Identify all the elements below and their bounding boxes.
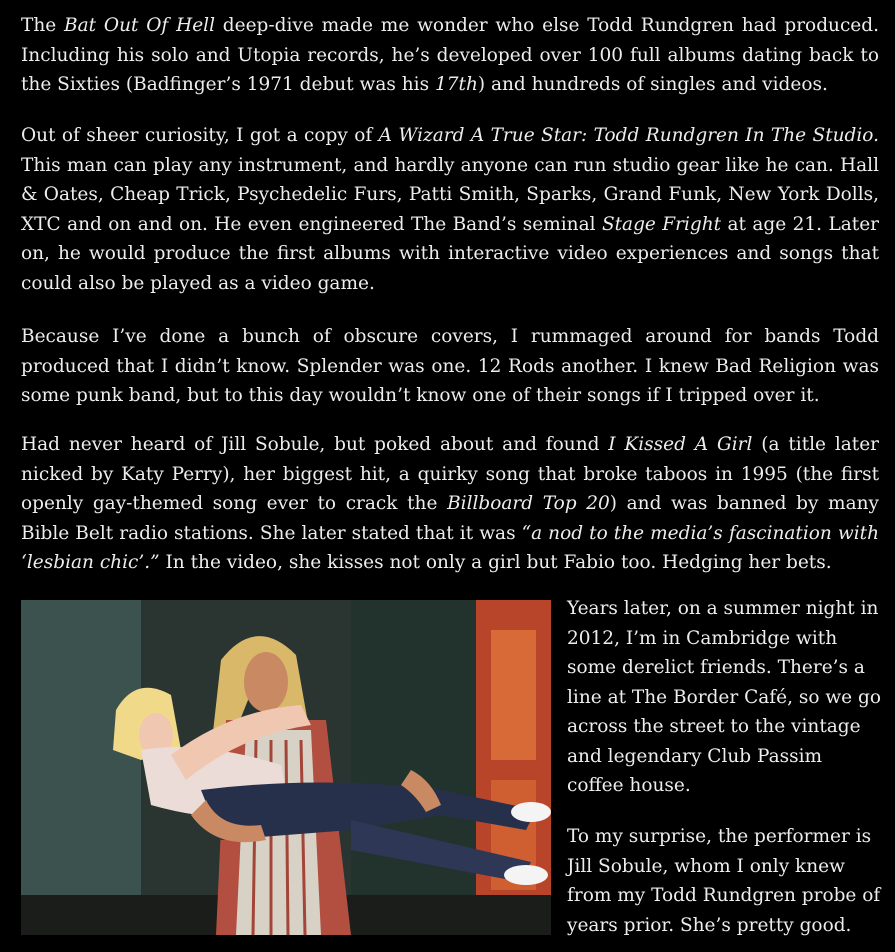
- paragraph-surprise-performer: To my surprise, the performer is Jill Sobule, whom I only knew from my Todd Rundgren probe of years prior. She’s pretty good.: [567, 826, 881, 936]
- paragraph-bat-out-of-hell: The Bat Out Of Hell deep-dive made me wonder who else Todd Rundgren had produced. Including his solo and Utopia records, he’s developed over 100 full albums dating back to the Sixties (Badfinger’s 1971 debut was his 17th) and hundreds of singles and videos.: [21, 15, 879, 95]
- title-wizard-true-star: A Wizard A True Star: Todd Rundgren In The Studio.: [378, 125, 879, 146]
- title-stage-fright: Stage Fright: [601, 213, 722, 235]
- quote-lesbian-chic: “a nod to the media’s fascination with ‘lesbian chic’.”: [21, 522, 880, 573]
- title-i-kissed-a-girl: I Kissed A Girl: [608, 434, 753, 455]
- title-billboard-top-20: Billboard Top 20: [447, 493, 610, 514]
- paragraph-obscure-covers: Because I’ve done a bunch of obscure covers, I rummaged around for bands Todd produced that I didn’t know. Splender was one. 12 Rods another. I knew Bad Religion was some punk band, but to this day wouldn’t know one of their songs if I tripped over it.: [21, 326, 879, 406]
- paragraph-jill-sobule: Had never heard of Jill Sobule, but poked about and found I Kissed A Girl (a title later nicked by Katy Perry), her biggest hit, a quirky song that broke taboos in 1995 (the first openly gay-themed song ever to crack the Billboard Top 20) and was banned by many Bible Belt radio stations. She later stated that it was “a nod to the media’s fascination with ‘lesbian chic’.” In the video, she kisses not only a girl but Fabio too. Hedging her bets.: [21, 434, 880, 573]
- paragraph-wizard-book: Out of sheer curiosity, I got a copy of A Wizard A True Star: Todd Rundgren In The Studio. This man can play any instrument, and hardly anyone can run studio gear like he can. Hall & Oates, Cheap Trick, Psychedelic Furs, Patti Smith, Sparks, Grand Funk, New York Dolls, XTC and on and on. He even engineered The Band’s seminal Stage Fright at age 21. Later on, he would produce the first albums with interactive video experiences and songs that could also be played as a video game.: [21, 125, 879, 294]
- paragraph-cambridge-night: Years later, on a summer night in 2012, I’m in Cambridge with some derelict friends. There’s a line at The Border Café, so we go across the street to the vintage and legendary Club Passim coffee house.: [567, 598, 881, 796]
- ordinal-17th: 17th: [434, 74, 478, 95]
- title-bat-out-of-hell: Bat Out Of Hell: [64, 15, 215, 36]
- photo-illustration: [21, 600, 551, 935]
- photo-jill-sobule-and-fabio: [21, 600, 551, 935]
